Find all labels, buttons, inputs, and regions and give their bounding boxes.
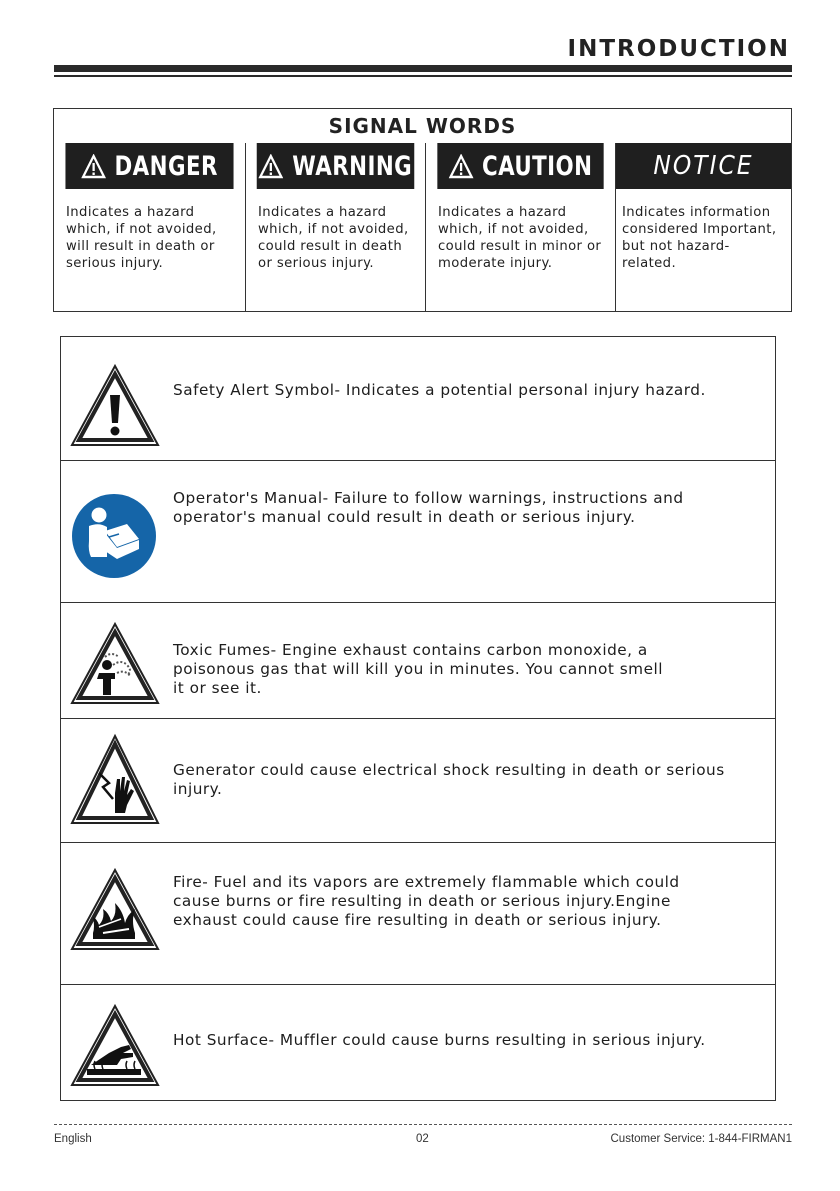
- hazard-text-line: Fire- Fuel and its vapors are extremely flammable which could: [173, 873, 680, 891]
- caution-label: CAUTION: [481, 150, 593, 182]
- page-title: INTRODUCTION: [567, 36, 790, 62]
- desc-line: Indicates a hazard: [66, 205, 195, 220]
- hazard-text-line: cause burns or fire resulting in death or serious injury.Engine: [173, 892, 671, 910]
- desc-line: Indicates a hazard: [258, 205, 387, 220]
- hazard-symbols-table: [60, 336, 776, 1101]
- hazard-text-line: Generator could cause electrical shock resulting in death or serious: [173, 761, 725, 779]
- hazard-row-operators-manual: [61, 461, 775, 603]
- signal-notice: [616, 143, 791, 311]
- notice-label: NOTICE: [653, 151, 754, 181]
- hazard-text-line: Operator's Manual- Failure to follow warnings, instructions and: [173, 489, 684, 507]
- hazard-text-line: it or see it.: [173, 679, 262, 697]
- hazard-text-line: exhaust could cause fire resulting in death or serious injury.: [173, 911, 662, 929]
- warning-triangle-icon: [81, 154, 106, 179]
- signal-words-table: [53, 108, 792, 312]
- hazard-row-safety-alert: [61, 337, 775, 461]
- signal-caution: [426, 143, 616, 311]
- hot-surface-icon: [69, 1003, 161, 1093]
- hazard-row-hot-surface: [61, 985, 775, 1100]
- footer-language: English: [54, 1133, 92, 1145]
- desc-line: considered Important,: [622, 222, 777, 237]
- electric-shock-icon: [69, 733, 161, 831]
- footer-page-number: 02: [416, 1133, 429, 1145]
- desc-line: could result in death: [258, 239, 403, 254]
- desc-line: could result in minor or: [438, 239, 602, 254]
- safety-alert-icon: [69, 363, 161, 453]
- footer-customer-service: Customer Service: 1-844-FIRMAN1: [610, 1133, 792, 1145]
- signal-danger: [54, 143, 246, 311]
- signal-words-title: SIGNAL WORDS: [328, 114, 517, 138]
- toxic-fumes-icon: [69, 621, 161, 711]
- title-rule: [54, 65, 792, 72]
- hazard-text-line: operator's manual could result in death or serious injury.: [173, 508, 636, 526]
- operators-manual-icon: [69, 491, 159, 585]
- desc-line: which, if not avoided,: [66, 222, 217, 237]
- desc-line: will result in death or: [66, 239, 215, 254]
- desc-line: serious injury.: [66, 256, 164, 271]
- desc-line: moderate injury.: [438, 256, 553, 271]
- fire-icon: [69, 867, 161, 957]
- desc-line: or serious injury.: [258, 256, 375, 271]
- desc-line: which, if not avoided,: [258, 222, 409, 237]
- desc-line: which, if not avoided,: [438, 222, 589, 237]
- warning-triangle-icon: [259, 154, 284, 179]
- danger-label: DANGER: [114, 150, 218, 182]
- hazard-text-line: injury.: [173, 780, 223, 798]
- footer-rule: [54, 1124, 792, 1125]
- hazard-text-line: poisonous gas that will kill you in minutes. You cannot smell: [173, 660, 663, 678]
- hazard-row-fire: [61, 843, 775, 985]
- desc-line: Indicates information: [622, 205, 771, 220]
- warning-triangle-icon: [449, 154, 474, 179]
- desc-line: Indicates a hazard: [438, 205, 567, 220]
- hazard-row-toxic-fumes: [61, 603, 775, 719]
- warning-label: WARNING: [292, 150, 413, 182]
- hazard-text-line: Toxic Fumes- Engine exhaust contains carbon monoxide, a: [173, 641, 648, 659]
- title-rule-thin: [54, 75, 792, 77]
- desc-line: but not hazard-related.: [622, 239, 730, 271]
- hazard-row-electric-shock: [61, 719, 775, 843]
- signal-warning: [246, 143, 426, 311]
- hazard-text-line: Safety Alert Symbol- Indicates a potential personal injury hazard.: [173, 381, 706, 399]
- hazard-text-line: Hot Surface- Muffler could cause burns resulting in serious injury.: [173, 1031, 706, 1049]
